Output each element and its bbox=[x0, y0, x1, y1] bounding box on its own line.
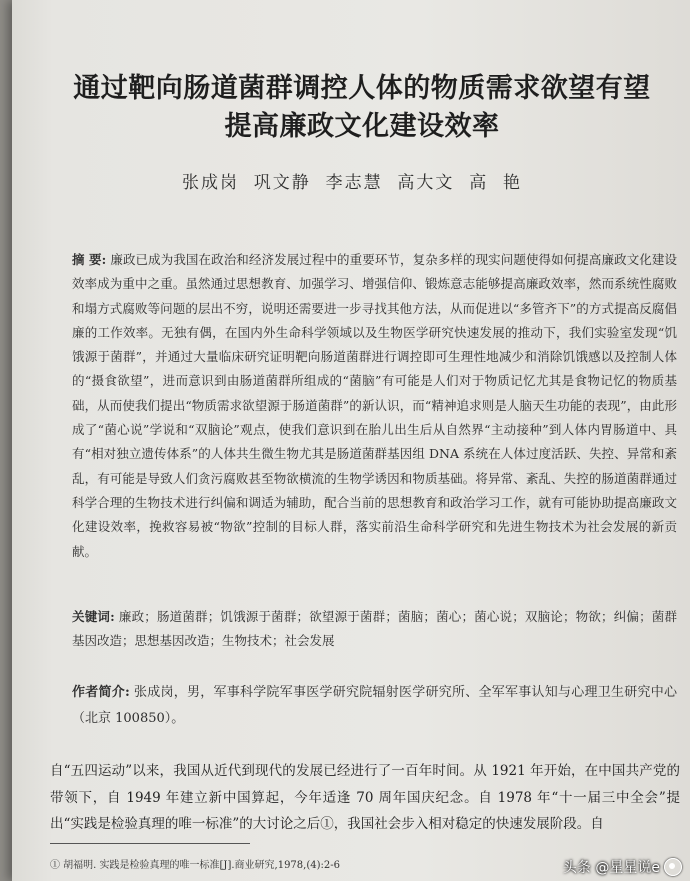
abstract bbox=[72, 248, 677, 564]
abstract-label: 摘 要: bbox=[72, 252, 107, 267]
keywords-label: 关键词: bbox=[72, 609, 115, 624]
watermark-text: 头条 @星星说e bbox=[562, 860, 660, 876]
footnote-divider bbox=[50, 843, 250, 844]
watermark bbox=[563, 857, 682, 877]
author-list: 张成岗 巩文静 李志慧 高大文 高 艳 bbox=[182, 173, 523, 193]
body-paragraph: 自“五四运动”以来，我国从近代到现代的发展已经进行了一百年时间。从 1921 年开始，在中国共产党的带领下，自 1949 年建立新中国算起，今年适逢 70 周年国庆纪念。自 1978 年“十一届三中全会”提出“实践是检验真理的唯一标准”的大讨论之后①，我国社会步入相对稳定的快速发展阶段。自 bbox=[50, 763, 680, 832]
paper-page bbox=[12, 0, 690, 881]
article-title bbox=[72, 70, 652, 146]
keywords-text: 廉政；肠道菌群；饥饿源于菌群；欲望源于菌群；菌脑；菌心；菌心说；双脑论；物欲；纠偏；菌群基因改造；思想基因改造；生物技术；社会发展 bbox=[72, 609, 677, 649]
author-intro-label: 作者简介: bbox=[72, 685, 130, 700]
author-introduction bbox=[72, 680, 677, 732]
footnote: ① 胡福明. 实践是检验真理的唯一标准[J].商业研究,1978,(4):2-6 bbox=[50, 860, 340, 871]
title-line-1: 通过靶向肠道菌群调控人体的物质需求欲望有望 bbox=[73, 73, 651, 104]
weibo-logo-icon bbox=[664, 858, 682, 876]
keywords bbox=[72, 605, 677, 654]
abstract-text: 廉政已成为我国在政治和经济发展过程中的重要环节，复杂多样的现实问题使得如何提高廉政文化建设效率成为重中之重。虽然通过思想教育、加强学习、增强信仰、锻炼意志能够提高廉政效率，然而系统性腐败和塌方式腐败等问题的层出不穷，说明还需要进一步寻找其他方法，从而促进以“多管齐下”的方式提高反腐倡廉的工作效率。无独有偶，在国内外生命科学领域以及生物医学研究快速发展的推动下，我们实验室发现“饥饿源于菌群”，并通过大量临床研究证明靶向肠道菌群进行调控即可生理性地减少和消除饥饿感以及控制人体的“摄食欲望”，进而意识到由肠道菌群所组成的“菌脑”有可能是人们对于物质记忆尤其是食物记忆的物质基础，从而使我们提出“物质需求欲望源于肠道菌群”的新认识，而“精神追求则是人脑天生功能的表现”，由此形成了“菌心说”学说和“双脑论”观点，使我们意识到在胎儿出生后从自然界“主动接种”到人体内胃肠道中、具有“相对独立遗传体系”的人体共生微生物尤其是肠道菌群基因组 DNA 系统在人体过度活跃、失控、异常和紊乱，有可能是导致人们贪污腐败甚至物欲横流的生物学诱因和物质基础。将异常、紊乱、失控的肠道菌群通过科学合理的生物技术进行纠偏和调适为辅助，配合当前的思想教育和政治学习工作，就有可能协助提高廉政文化建设效率，挽救容易被“物欲”控制的目标人群，落实前沿生命科学研究和先进生物技术为社会发展的新贡献。 bbox=[72, 252, 677, 559]
author-intro-text: 张成岗，男，军事科学院军事医学研究院辐射医学研究所、全军军事认知与心理卫生研究中心（北京 100850）。 bbox=[72, 685, 677, 726]
title-line-2: 提高廉政文化建设效率 bbox=[224, 111, 500, 142]
